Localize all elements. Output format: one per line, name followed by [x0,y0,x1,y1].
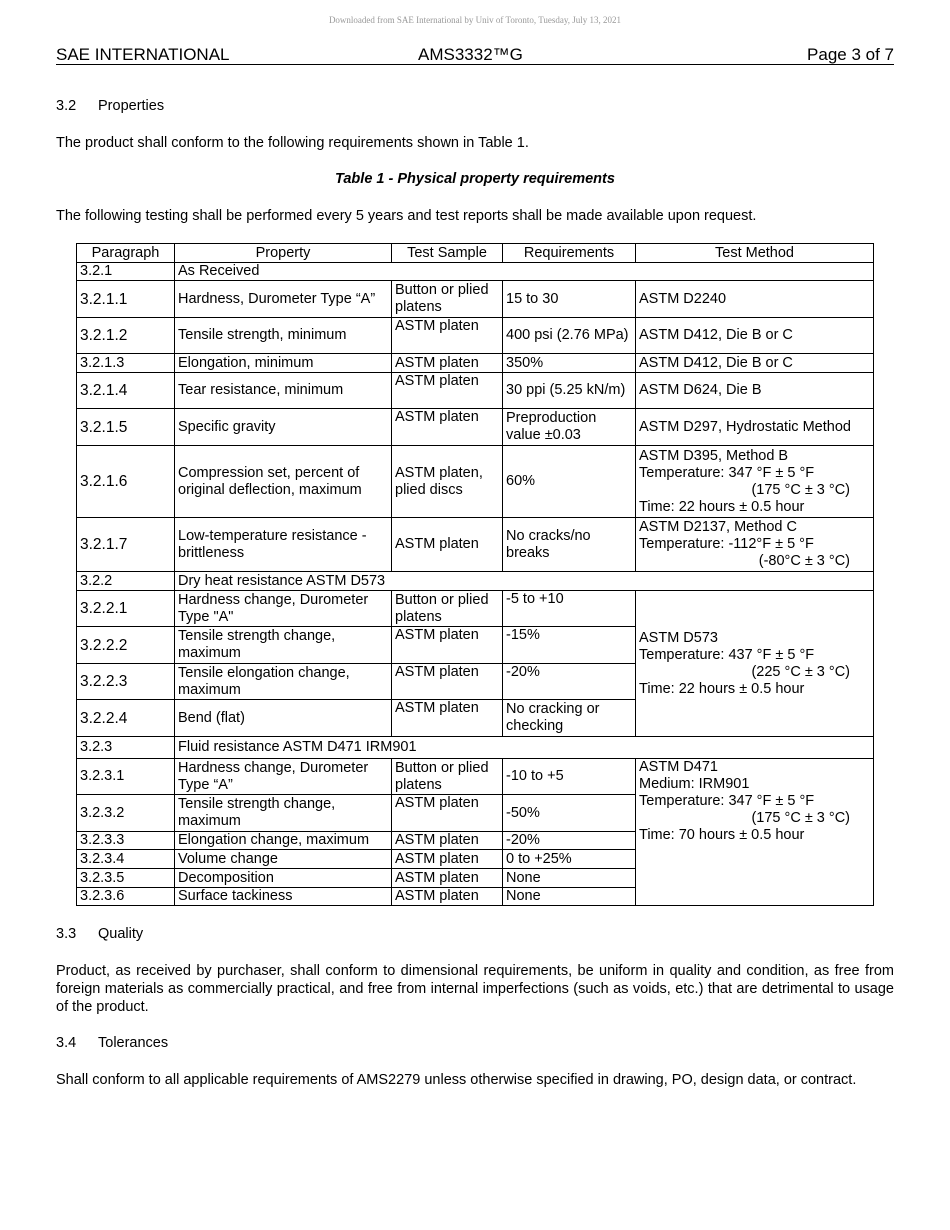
table-header-row [77,244,874,263]
section-3-4-heading: 3.4 Tolerances [56,1035,169,1051]
section-3-4-text: Shall conform to all applicable requirements of AMS2279 unless otherwise specified in drawing, PO, design data, or contract. [56,1072,857,1088]
table-row: 3.2.2.1 Hardness change, Durometer Type "A" Button or plied platens -5 to +10 ASTM D573 Temperature: 437 °F ± 5 °F (225 °C ± 3 °C) Time: 22 hours ± 0.5 hour [77,591,874,627]
col-header-test-method: Test Method [636,244,874,263]
page-header [56,45,894,65]
table-row: 3.2.2.2 Tensile strength change, maximum ASTM platen -15% [77,627,874,664]
table-row: 3.2.1.6 Compression set, percent of original deflection, maximum ASTM platen, plied discs 60% ASTM D395, Method B Temperature: 347 °F ± 5 °F (175 °C ± 3 °C) Time: 22 hours ± 0.5 hour [77,446,874,518]
section-3-2-text: The product shall conform to the following requirements shown in Table 1. [56,135,529,151]
header-page-number: Page 3 of 7 [807,45,894,64]
section-3-3-heading: 3.3 Quality [56,926,144,942]
property-table [76,243,874,906]
table-row: 3.2.1.7 Low-temperature resistance - brittleness ASTM platen No cracks/no breaks ASTM D2137, Method C Temperature: -112°F ± 5 °F (-80°C ± 3 °C) [77,518,874,572]
table-row: 3.2.2 Dry heat resistance ASTM D573 [77,572,874,591]
table-intro: The following testing shall be performed every 5 years and test reports shall be made available upon request. [56,208,757,224]
table-caption: Table 1 - Physical property requirements [335,171,615,187]
table-row: 3.2.1.2 Tensile strength, minimum ASTM platen 400 psi (2.76 MPa) ASTM D412, Die B or C [77,318,874,354]
table-row: 3.2.1.1 Hardness, Durometer Type “A” Button or plied platens 15 to 30 ASTM D2240 [77,281,874,318]
col-header-property: Property [175,244,392,263]
table-row: 3.2.1.4 Tear resistance, minimum ASTM platen 30 ppi (5.25 kN/m) ASTM D624, Die B [77,373,874,409]
table-row: 3.2.3.6 Surface tackiness ASTM platen None [77,888,874,906]
header-org: SAE INTERNATIONAL [56,45,230,64]
table-row: 3.2.3.4 Volume change ASTM platen 0 to +25% [77,850,874,869]
table-row: 3.2.1.5 Specific gravity ASTM platen Preproduction value ±0.03 ASTM D297, Hydrostatic Method [77,409,874,446]
table-row: 3.2.2.3 Tensile elongation change, maximum ASTM platen -20% [77,664,874,700]
table-row: 3.2.2.4 Bend (flat) ASTM platen No cracking or checking [77,700,874,737]
section-3-3-text: Product, as received by purchaser, shall conform to dimensional requirements, be uniform in quality and condition, as free from foreign materials as commercially practical, and free from internal imperfections (such as voids, etc.) that are detrimental to usage of the product. [56,963,894,1015]
download-notice: Downloaded from SAE International by Univ of Toronto, Tuesday, July 13, 2021 [328,15,622,25]
table-row: 3.2.3 Fluid resistance ASTM D471 IRM901 [77,737,874,759]
table-row: 3.2.3.5 Decomposition ASTM platen None [77,869,874,888]
table-row: 3.2.1.3 Elongation, minimum ASTM platen 350% ASTM D412, Die B or C [77,354,874,373]
table-row: 3.2.1 As Received [77,263,874,281]
table-row: 3.2.3.1 Hardness change, Durometer Type “A” Button or plied platens -10 to +5 ASTM D471 Medium: IRM901 Temperature: 347 °F ± 5 °F (175 °C ± 3 °C) Time: 70 hours ± 0.5 hour [77,759,874,795]
section-3-2-heading: 3.2 Properties [56,98,165,114]
header-doc-number: AMS3332™G [418,45,523,64]
col-header-paragraph: Paragraph [77,244,175,263]
col-header-test-sample: Test Sample [392,244,503,263]
table-row: 3.2.3.2 Tensile strength change, maximum ASTM platen -50% [77,795,874,832]
table-row: 3.2.3.3 Elongation change, maximum ASTM platen -20% [77,832,874,850]
col-header-requirements: Requirements [503,244,636,263]
